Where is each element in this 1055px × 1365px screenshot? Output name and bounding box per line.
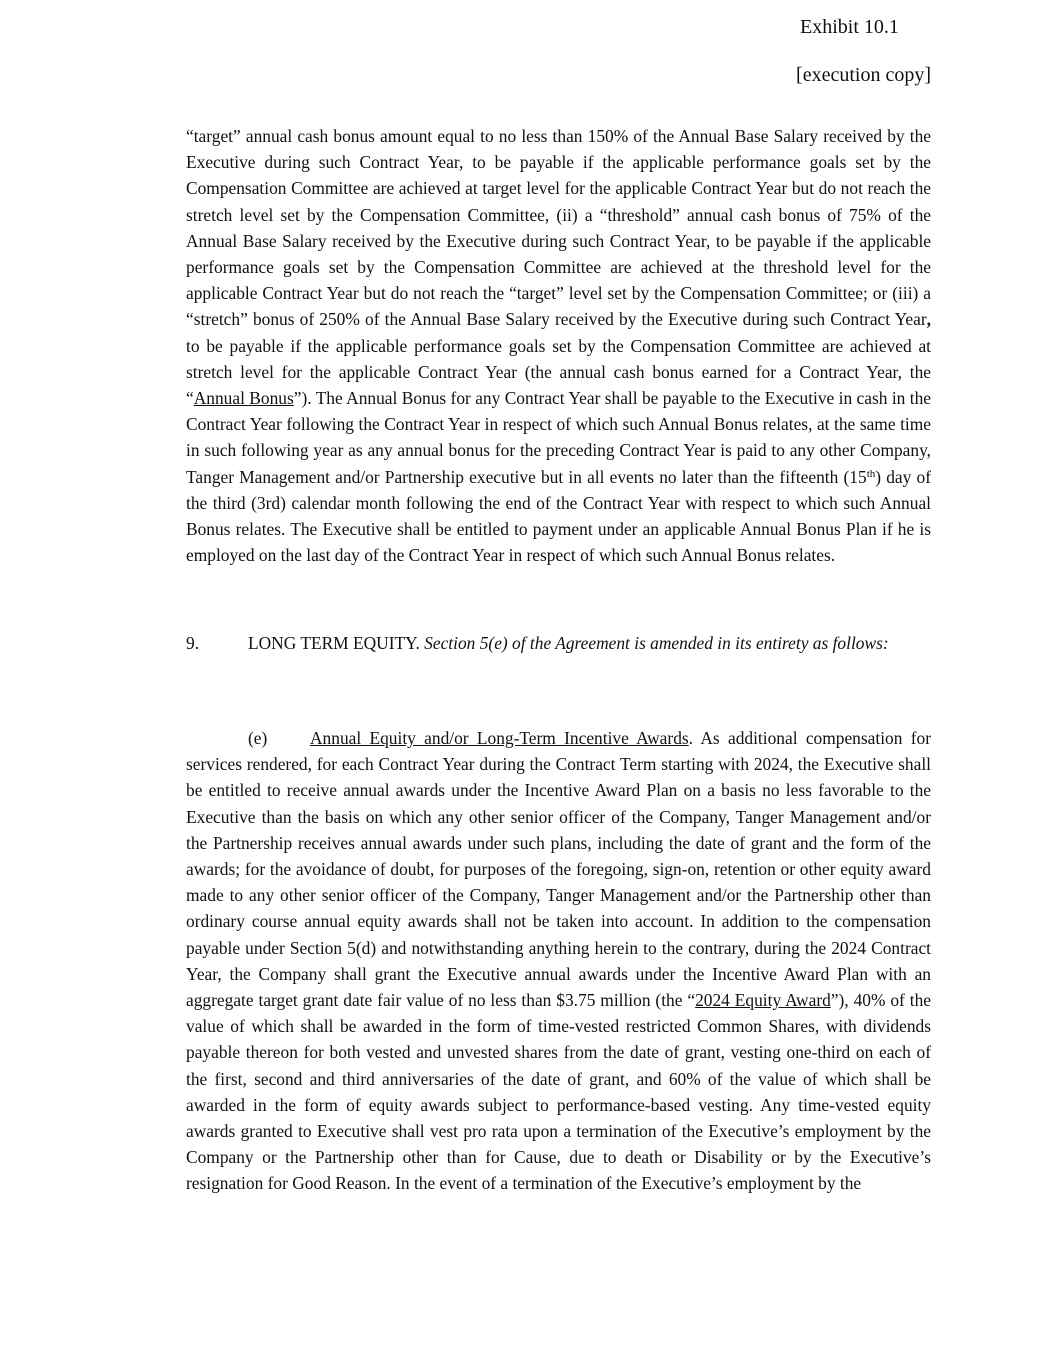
equity-award-defined-term: 2024 Equity Award (695, 990, 831, 1011)
section-number: 9. (186, 633, 200, 653)
section-9-body (248, 630, 931, 656)
equity-awards-paragraph (186, 725, 931, 1197)
section-italic-text: Section 5(e) of the Agreement is amended in its entirety as follows: (424, 633, 889, 653)
bonus-text-part-3: ”). The Annual Bonus for any Contract Year shall be payable to the Executive in cash in the Contract Year following the Contract Year in respect of which such Annual Bonus relates, at the same time in such following year as any annual bonus for the preceding Contract Year is paid to any other Company, Tanger Management and/or Partnership executive but in all events no later than the fifteenth (15 (186, 388, 931, 487)
equity-text-part-2: ”), 40% of the value of which shall be awarded in the form of time-vested restricted Common Shares, with dividends payable thereon for both vested and unvested shares from the date of grant, vesting one-third on each of the first, second and third anniversaries of the date of grant, and 60% of the value of which shall be awarded in the form of equity awards subject to performance-based vesting. Any time-vested equity awards granted to Executive shall vest pro rata upon a termination of the Executive’s employment by the Company or the Partnership other than for Cause, due to death or Disability or by the Executive’s resignation for Good Reason. In the event of a termination of the Executive’s employment by the (186, 990, 931, 1194)
annual-bonus-defined-term: Annual Bonus (193, 388, 294, 409)
bonus-text-part-4: ) day of the third (3rd) calendar month following the end of the Contract Year with respect to which such Annual Bonus relates. The Executive shall be entitled to payment under an applicable Annual Bonus Plan if he is employed on the last day of the Contract Year in respect of which such Annual Bonus relates. (186, 466, 931, 566)
bonus-text-part-2: to be payable if the applicable performance goals set by the Compensation Committee are achieved at stretch level for the applicable Contract Year (the annual cash bonus earned for a Contract Year, the “ (186, 335, 931, 409)
subsection-label: (e) (248, 728, 268, 748)
section-9 (186, 630, 931, 656)
ordinal-superscript: th (866, 467, 876, 480)
execution-copy-label: [execution copy] (796, 64, 931, 86)
equity-text-part-1: . As additional compensation for services rendered, for each Contract Year during the Contract Term starting with 2024, the Executive shall be entitled to receive annual awards under the Incentive Award Plan on a basis no less favorable to the Executive than the basis on which any other senior officer of the Company, Tanger Management and/or the Partnership receives annual awards under such plans, including the date of grant and the form of the awards; for the avoidance of doubt, for purposes of the foregoing, sign-on, retention or other equity award made to any other senior officer of the Company, Tanger Management and/or the Partnership other than ordinary course annual equity awards shall not be taken into account. In addition to the compensation payable under Section 5(d) and notwithstanding anything herein to the contrary, during the 2024 Contract Year, the Company shall grant the Executive annual awards under the Incentive Award Plan with an aggregate target grant date fair value of no less than $3.75 million (the “ (186, 728, 931, 1011)
exhibit-label: Exhibit 10.1 (800, 16, 899, 38)
subsection-heading: Annual Equity and/or Long-Term Incentive Awards (310, 728, 689, 748)
bold-comma: , (926, 309, 931, 330)
bonus-paragraph (186, 123, 931, 568)
section-heading: LONG TERM EQUITY. (248, 633, 420, 653)
bonus-text-part-1: “target” annual cash bonus amount equal to no less than 150% of the Annual Base Salary received by the Executive during such Contract Year, to be payable if the applicable performance goals set by the Compensation Committee are achieved at target level for the applicable Contract Year but do not reach the stretch level set by the Compensation Committee, (ii) a “threshold” annual cash bonus of 75% of the Annual Base Salary received by the Executive during such Contract Year, to be payable if the applicable performance goals set by the Compensation Committee are achieved at the threshold level for the applicable Contract Year but do not reach the “target” level set by the Compensation Committee; or (iii) a “stretch” bonus of 250% of the Annual Base Salary received by the Executive during such Contract Year (186, 126, 931, 330)
